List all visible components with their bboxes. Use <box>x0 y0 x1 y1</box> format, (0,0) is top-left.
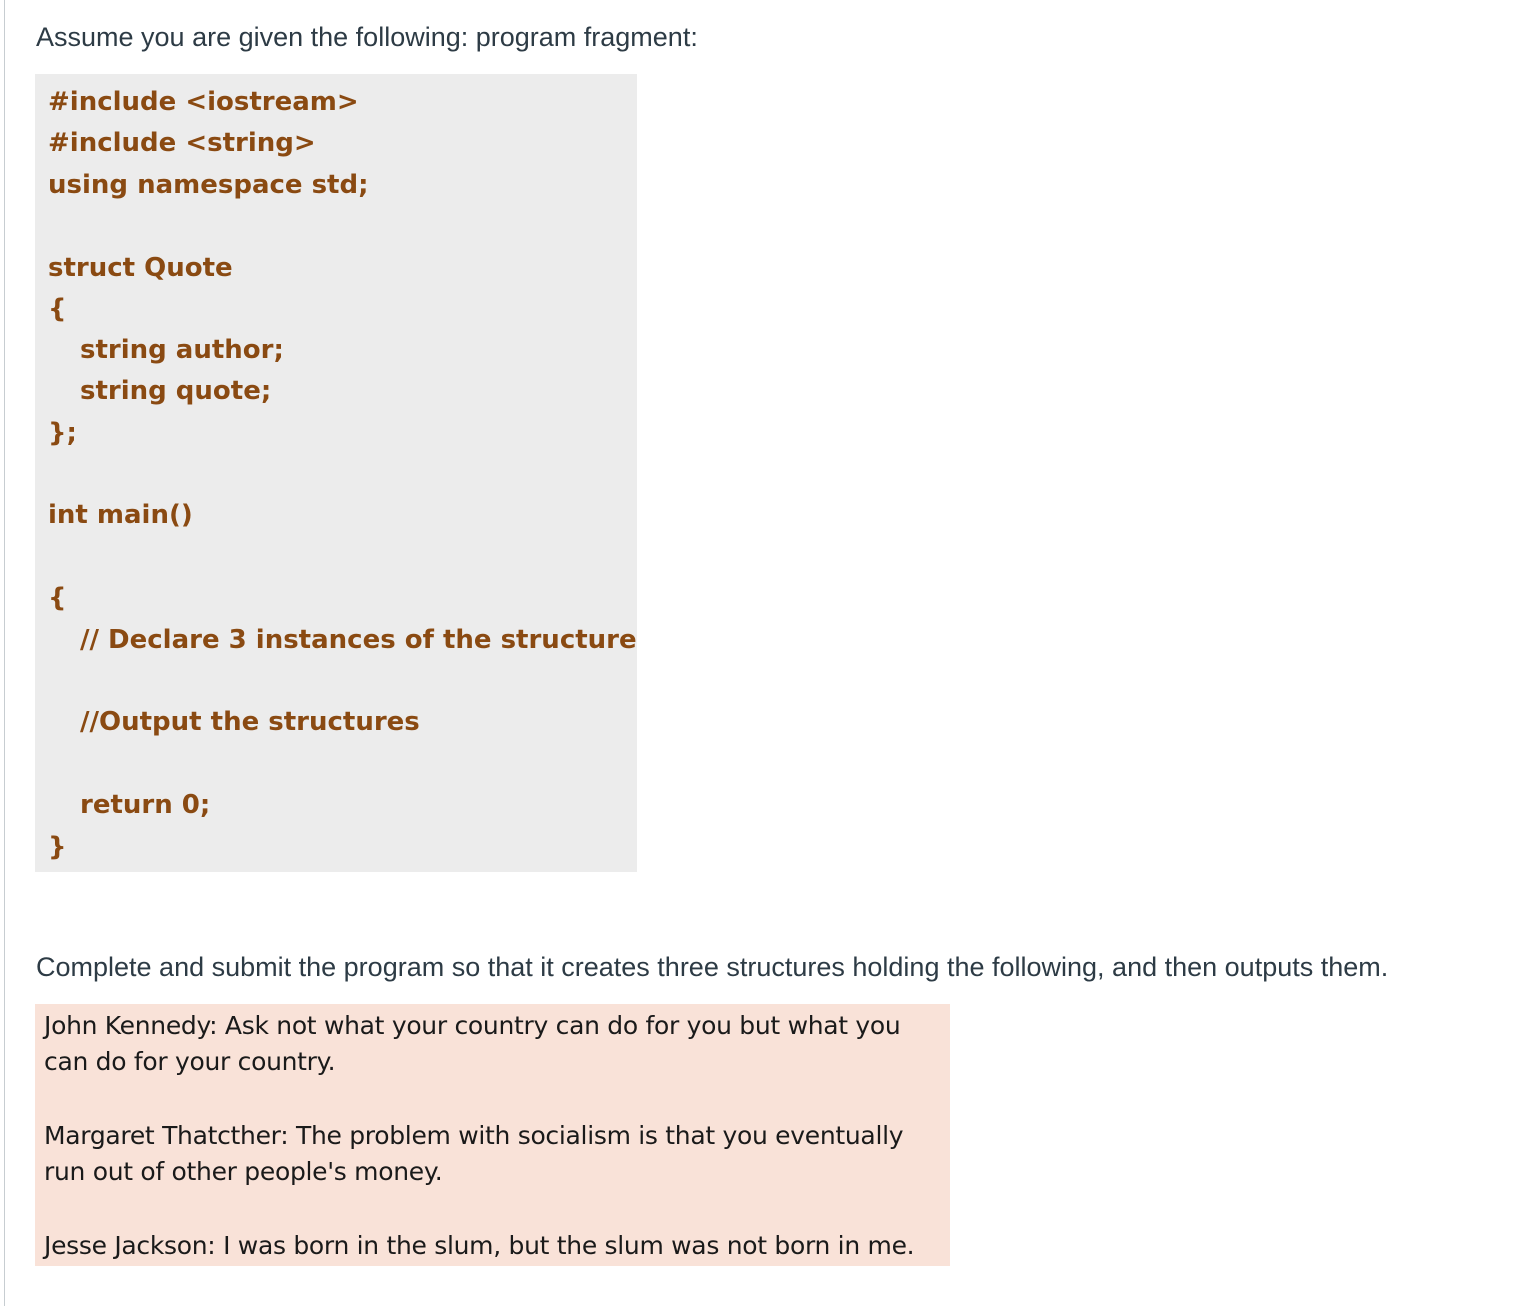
instruction-text: Complete and submit the program so that it creates three structures holding the following, and then outputs them. <box>36 952 1389 982</box>
code-line-member-author: string author; <box>80 335 284 365</box>
code-line-open-brace-struct: { <box>48 294 67 324</box>
intro-text: Assume you are given the following: program fragment: <box>36 22 698 52</box>
left-border <box>4 0 5 1306</box>
quote-jackson-line1: Jesse Jackson: I was born in the slum, but the slum was not born in me. <box>44 1231 915 1260</box>
code-line-return: return 0; <box>80 790 211 820</box>
code-fragment-image <box>35 74 637 872</box>
code-line-struct-decl: struct Quote <box>48 253 233 283</box>
code-line-close-main: } <box>48 832 67 862</box>
code-line-comment-output: //Output the structures <box>80 707 420 737</box>
quote-kennedy-line1: John Kennedy: Ask not what your country can do for you but what you <box>44 1011 901 1040</box>
code-line-main-decl: int main() <box>48 500 193 530</box>
code-line-close-struct: }; <box>48 418 77 448</box>
quotes-image <box>35 1004 950 1266</box>
code-line-using-namespace: using namespace std; <box>48 170 369 200</box>
code-line-open-brace-main: { <box>48 583 67 613</box>
quote-kennedy-line2: can do for your country. <box>44 1047 336 1076</box>
code-line-member-quote: string quote; <box>80 376 272 406</box>
quote-thatcher-line1: Margaret Thatcther: The problem with socialism is that you eventually <box>44 1121 904 1150</box>
quote-thatcher-line2: run out of other people's money. <box>44 1157 443 1186</box>
code-line-comment-declare: // Declare 3 instances of the structure <box>80 625 637 655</box>
code-line-include-string: #include <string> <box>48 128 316 158</box>
code-line-include-iostream: #include <iostream> <box>48 87 359 117</box>
